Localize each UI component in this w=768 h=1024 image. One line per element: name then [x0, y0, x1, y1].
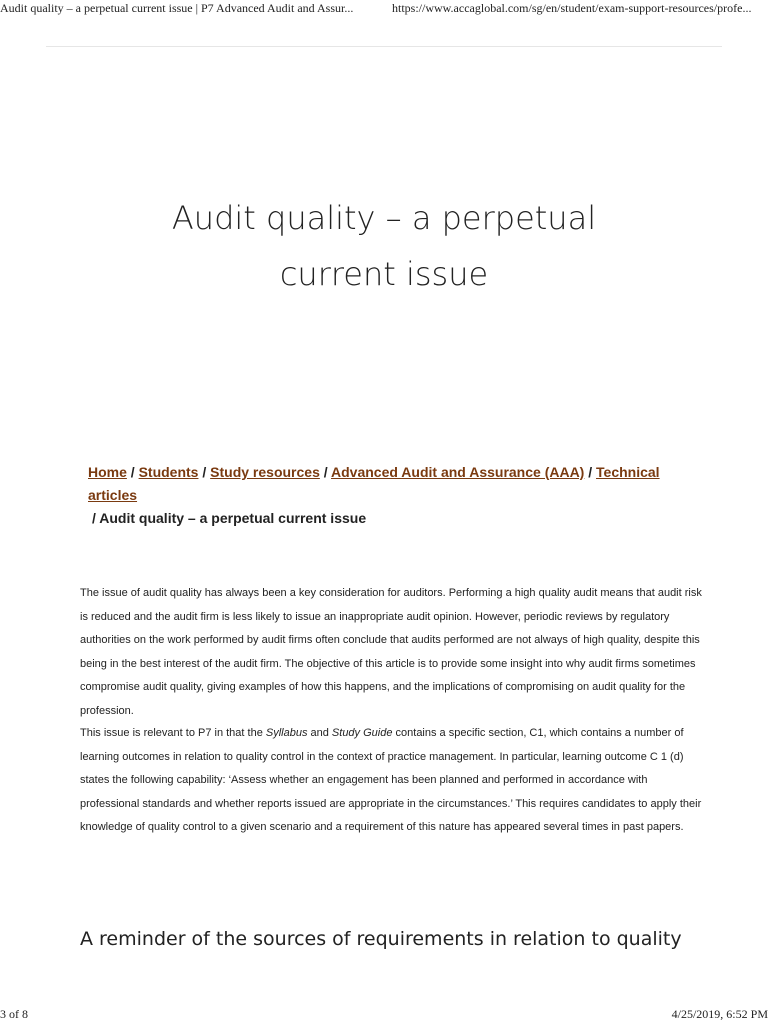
breadcrumb-study-resources-link[interactable]: Study resources — [210, 464, 320, 480]
breadcrumb-aaa-link[interactable]: Advanced Audit and Assurance (AAA) — [331, 464, 585, 480]
breadcrumb-separator: / — [202, 464, 207, 480]
print-datetime: 4/25/2019, 6:52 PM — [671, 1007, 768, 1021]
breadcrumb-home-link[interactable]: Home — [88, 464, 127, 480]
print-header — [0, 0, 768, 20]
intro-paragraph: The issue of audit quality has always been a key consideration for auditors. Performing a high quality audit means that audit risk is reduced and the audit firm is less likely to issue an inappropriate audit opinion. However, periodic reviews by regulatory authorities on the work performed by audit firms often conclude that audits performed are not always of high quality, despite this being in the best interest of the audit firm. The objective of this article is to provide some insight into why audit firms sometimes compromise audit quality, giving examples of how this happens, and the implications of compromising on audit quality for the profession. — [80, 587, 702, 717]
header-divider — [46, 46, 722, 47]
print-footer — [0, 1004, 768, 1024]
syllabus-term: Syllabus — [265, 727, 308, 739]
article-title-line-1: Audit quality – a perpetual — [171, 199, 597, 237]
breadcrumb-separator: / — [92, 510, 96, 526]
article-title-line-2: current issue — [279, 255, 489, 293]
relevance-text-1: This issue is relevant to P7 in that the — [80, 727, 266, 739]
study-guide-term: Study Guide — [331, 727, 393, 739]
relevance-text-3: contains a specific section, C1, which contains a number of learning outcomes in relation to quality control in the context of practice management. In particular, learning outcome C 1 (d) states the following capability: ‘Assess whether an engagement has been planned and performed in accordance with professional standards and whether reports issued are appropriate in the circumstances.’ This requires candidates to apply their knowledge of quality control to a given scenario and a requirement of this nature has appeared several times in past papers. — [80, 727, 702, 833]
breadcrumb-current-label: Audit quality – a perpetual current issue — [99, 510, 367, 526]
print-header-url: https://www.accaglobal.com/sg/en/student/exam-support-resources/profe... — [392, 1, 752, 15]
article-title — [84, 190, 684, 302]
breadcrumb-separator: / — [588, 464, 593, 480]
print-header-title: Audit quality – a perpetual current issue | P7 Advanced Audit and Assur... — [0, 1, 354, 15]
relevance-paragraph — [80, 722, 704, 840]
breadcrumb-students-link[interactable]: Students — [138, 464, 199, 480]
page-number: 3 of 8 — [0, 1007, 28, 1021]
breadcrumb-separator: / — [130, 464, 135, 480]
breadcrumb-separator: / — [323, 464, 328, 480]
relevance-text-2: and — [307, 727, 332, 739]
breadcrumb-technical-articles-link[interactable]: Technical articles — [88, 464, 660, 503]
breadcrumb-current-page — [88, 507, 366, 530]
breadcrumb — [88, 461, 698, 530]
section-heading: A reminder of the sources of requirements in relation to quality — [80, 928, 682, 950]
